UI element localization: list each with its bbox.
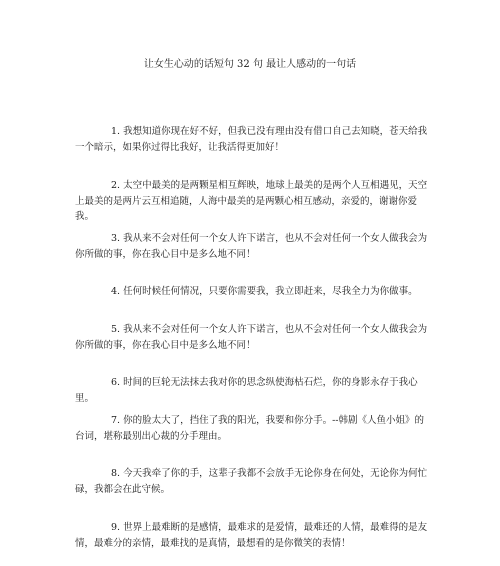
paragraph-6: 6. 时间的巨轮无法抹去我对你的思念纵使海枯石烂，你的身影永存于我心里。 bbox=[75, 377, 418, 404]
paragraph-5: 5. 我从来不会对任何一个女人许下诺言，也从不会对任何一个女人做我会为你所做的事，你在我心目中是多么地不同！ bbox=[75, 324, 428, 351]
paragraph-4: 4. 任何时候任何情况，只要你需要我，我立即赶来，尽我全力为你做事。 bbox=[111, 286, 418, 297]
paragraph-9: 9. 世界上最难断的是感情，最难求的是爱情，最难还的人情，最难得的是友情，最难分的亲情，最难找的是真情，最想看的是你微笑的表情！ bbox=[75, 522, 428, 549]
paragraph-3: 3. 我从来不会对任何一个女人许下诺言，也从不会对任何一个女人做我会为你所做的事，你在我心目中是多么地不同！ bbox=[75, 233, 428, 260]
paragraph-8: 8. 今天我牵了你的手，这辈子我都不会放手无论你身在何处，无论你为何忙碌，我都会在此守候。 bbox=[75, 468, 428, 495]
paragraph-1: 1. 我想知道你现在好不好，但我已没有理由没有借口自己去知晓，苍天给我一个暗示，如果你过得比我好，让我活得更加好！ bbox=[75, 126, 428, 153]
document-title: 让女生心动的话短句 32 句 最让人感动的一句话 bbox=[143, 59, 357, 70]
paragraph-2: 2. 太空中最美的是两颗星相互辉映，地球上最美的是两个人互相遇见，天空上最美的是两片云互相追随，人海中最美的是两颗心相互感动，亲爱的，谢谢你爱我。 bbox=[75, 180, 428, 222]
paragraph-7: 7. 你的脸太大了，挡住了我的阳光，我要和你分手。--韩剧《人鱼小姐》的台词，堪称最别出心裁的分手理由。 bbox=[75, 415, 425, 442]
